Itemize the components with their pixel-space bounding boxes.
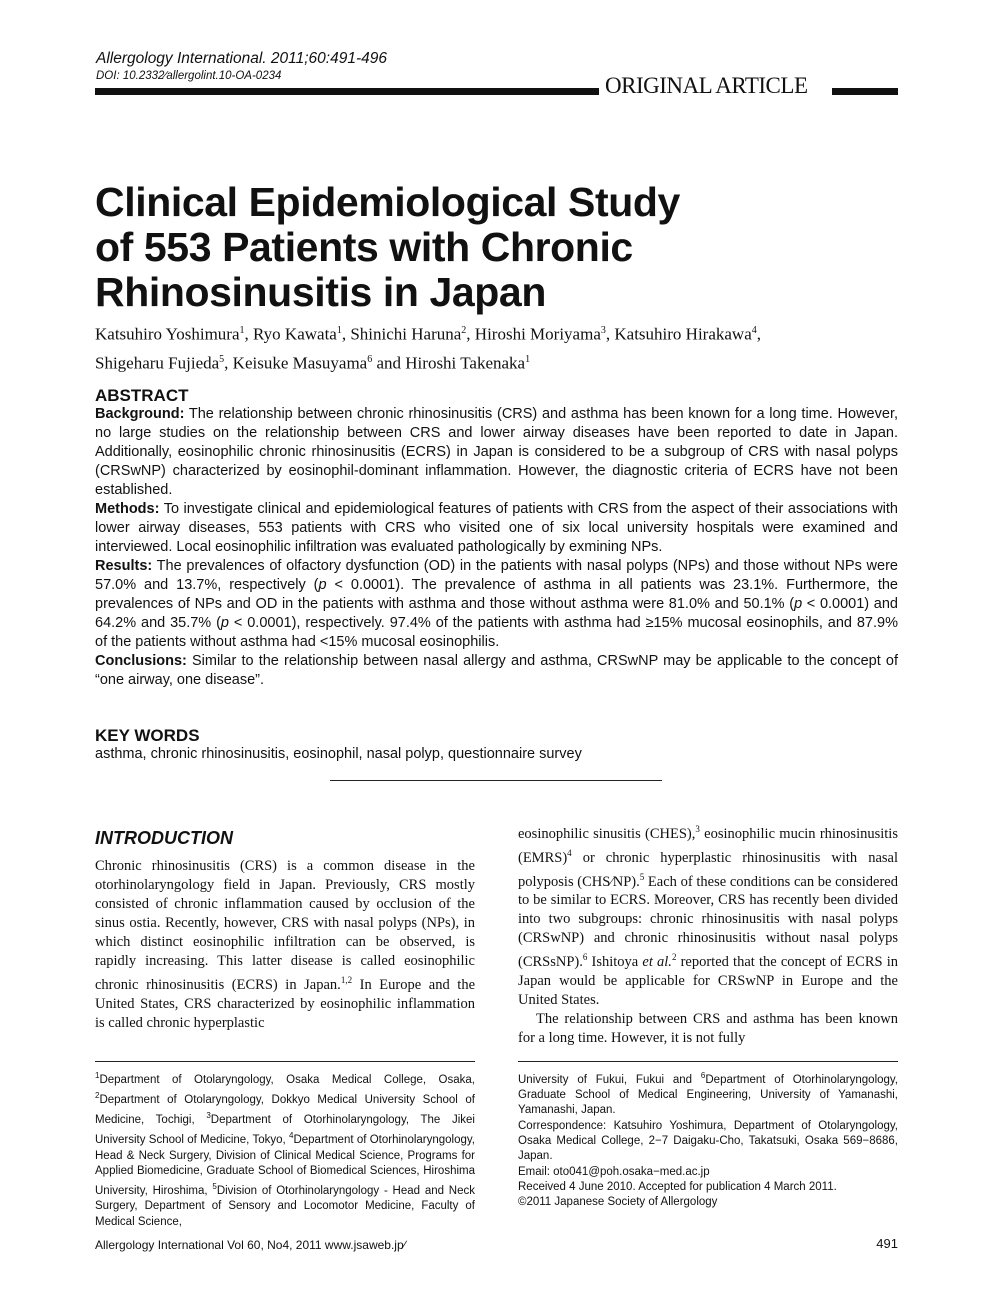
intro-text: Each of these conditions can be considered to be similar to ECRS. Moreover, CRS has recently been divided into two subgroups: chronic rhinosinusitis with nasal polyps (CRSwNP) and chronic rhinosinusitis without nasal polyps (CRSsNP). <box>518 873 898 971</box>
article-type: ORIGINAL ARTICLE <box>605 73 808 98</box>
author-separator: , <box>341 324 351 344</box>
section-divider <box>330 780 662 781</box>
affiliation-mark: 6 <box>367 353 373 365</box>
affiliation-text <box>95 1068 475 1230</box>
author-separator: , <box>224 353 233 373</box>
abstract-results <box>95 557 898 652</box>
affiliation: Department of Otorhinolaryngology, Head & Neck Surgery, Division of Clinical Medical Science, Programs for Applied Biomedicine, Graduate School of Biomedical Sciences, Hiroshima University, Hiroshima, <box>95 1134 475 1197</box>
results-label: Results: <box>95 558 153 574</box>
affiliation-mark: 1 <box>239 325 245 336</box>
affiliation-mark: 4 <box>289 1131 294 1141</box>
intro-text: In Europe and the United States, CRS characterized by eosinophilic inflammation is called chronic hyperplastic <box>95 976 475 1031</box>
keywords-list: asthma, chronic rhinosinusitis, eosinophil, nasal polyp, questionnaire survey <box>95 746 582 762</box>
p-symbol: p <box>794 596 803 612</box>
abstract-methods <box>95 500 898 557</box>
author-name: Hiroshi Takenaka <box>405 353 526 373</box>
affiliation-mark: 5 <box>219 353 225 365</box>
reference-mark: 1,2 <box>340 975 353 985</box>
affiliation-mark: 1 <box>95 1071 100 1080</box>
affiliation-mark: 1 <box>525 353 531 365</box>
intro-text: reported that the concept of ECRS in Japan would be applicable for CRSwNP in Europe and the United States. <box>518 954 898 1009</box>
affiliation-mark: 3 <box>206 1111 211 1121</box>
intro-text: or chronic hyperplastic rhinosinusitis with nasal polyposis (CHS∕NP). <box>518 849 898 890</box>
author-name: Katsuhiro Hirakawa <box>614 324 752 344</box>
affiliation-mark: 5 <box>212 1182 217 1192</box>
author-separator: , <box>756 324 761 344</box>
affiliation: Division of Otorhinolaryngology - Head and Neck Surgery, Department of Sensory and Locomotor Medicine, Faculty of Medical Science, <box>95 1184 476 1228</box>
footnote-rule-left <box>95 1061 475 1062</box>
affiliation: Department of Otolaryngology, Dokkyo Medical University School of Medicine, Tochigi, <box>95 1093 475 1127</box>
footer-citation: Allergology International Vol 60, No4, 2011 www.jsaweb.jp∕ <box>95 1238 406 1252</box>
author-separator: and <box>372 353 406 373</box>
intro-paragraph <box>95 857 475 1033</box>
affiliation: Department of Otorhinolaryngology, Graduate School of Medical Engineering, University of Yamanashi, Yamanashi, Japan. <box>518 1073 899 1117</box>
affiliation-text <box>518 1068 898 1119</box>
affiliation-mark: 6 <box>700 1071 706 1080</box>
intro-column-left <box>95 857 475 1033</box>
page-number: 491 <box>876 1236 898 1251</box>
intro-text: Ishitoya <box>587 954 643 971</box>
copyright: ©2011 Japanese Society of Allergology <box>518 1196 718 1209</box>
introduction-heading: INTRODUCTION <box>95 828 233 848</box>
author-name: Shinichi Haruna <box>350 324 462 344</box>
affiliations-right <box>518 1068 898 1211</box>
affiliation-mark: 3 <box>600 325 606 336</box>
author-list <box>95 318 900 375</box>
conclusions-text: Similar to the relationship between nasal allergy and asthma, CRSwNP may be applicable to the concept of “one airway, one disease”. <box>95 653 898 688</box>
reference-mark: 2 <box>671 952 677 963</box>
abstract-background <box>95 405 898 500</box>
footnote-rule-right <box>518 1061 898 1062</box>
affiliations-left <box>95 1068 475 1230</box>
title-line: Clinical Epidemiological Study <box>95 179 680 225</box>
author-name: Katsuhiro Yoshimura <box>95 324 240 344</box>
intro-text: Chronic rhinosinusitis (CRS) is a common disease in the otorhinolaryngology field in Japan. Previously, CRS mostly consisted of chronic inflammation caused by occlusion of the sinus ostia. Recently, however, CRS with nasal polyps (NPs), in which distinct eosinophilic infiltration can be observed, is rapidly increasing. This latter disease is called eosinophilic chronic rhinosinusitis (ECRS) in Japan. <box>95 858 475 993</box>
et-al: et al. <box>642 954 672 971</box>
email: Email: oto041@poh.osaka−med.ac.jp <box>518 1165 710 1178</box>
results-text: < 0.0001). The prevalence of asthma in all patients was 23.1%. Furthermore, the prevalences of NPs and OD in the patients with asthma and those without asthma were 81.0% and 50.1% ( <box>95 577 898 612</box>
intro-text: eosinophilic sinusitis (CHES), <box>518 825 696 842</box>
reference-mark: 5 <box>639 871 645 882</box>
author-name: Keisuke Masuyama <box>232 353 368 373</box>
intro-paragraph: The relationship between CRS and asthma has been known for a long time. However, it is not fully <box>518 1011 898 1047</box>
methods-label: Methods: <box>95 501 160 517</box>
results-text: < 0.0001) and 64.2% and 35.7% ( <box>95 596 898 631</box>
intro-paragraph <box>518 820 898 1010</box>
reference-mark: 6 <box>582 952 588 963</box>
abstract-conclusions <box>95 652 898 690</box>
title-line: of 553 Patients with Chronic <box>95 224 633 270</box>
intro-text: eosinophilic mucin rhinosinusitis (EMRS) <box>518 825 898 866</box>
affiliation: Department of Otorhinolaryngology, The Jikei University School of Medicine, Tokyo, <box>95 1114 475 1147</box>
results-text: < 0.0001), respectively. 97.4% of the patients with asthma had ≥15% mucosal eosinophils, and 87.9% of the patients without asthma had <15% mucosal eosinophilis. <box>95 615 898 650</box>
article-title <box>95 180 815 315</box>
header-rule-right <box>832 88 898 95</box>
doi: DOI: 10.2332∕allergolint.10-OA-0234 <box>96 70 282 82</box>
author-separator: , <box>244 324 254 344</box>
author-separator: , <box>466 324 475 344</box>
received-date: Received 4 June 2010. Accepted for publication 4 March 2011. <box>518 1180 837 1193</box>
affiliation-mark: 1 <box>336 325 342 336</box>
intro-column-right <box>518 820 898 1048</box>
title-line: Rhinosinusitis in Japan <box>95 269 546 315</box>
affiliation-mark: 2 <box>95 1091 100 1101</box>
author-name: Ryo Kawata <box>253 324 337 344</box>
header-rule-left <box>95 88 599 95</box>
affiliation-mark: 2 <box>461 325 467 336</box>
affiliation-mark: 4 <box>751 325 757 336</box>
abstract-heading: ABSTRACT <box>95 386 189 405</box>
affiliation: University of Fukui, Fukui and <box>518 1073 701 1086</box>
author-name: Hiroshi Moriyama <box>474 324 601 344</box>
results-text: The prevalences of olfactory dysfunction (OD) in the patients with nasal polyps (NPs) and those without NPs were 57.0% and 13.7%, respectively ( <box>95 558 898 593</box>
author-separator: , <box>605 324 615 344</box>
methods-text: To investigate clinical and epidemiological features of patients with CRS from the aspect of their associations with lower airway diseases, 553 patients with CRS who visited one of six local university hospitals were examined and interviewed. Local eosinophilic infiltration was evaluated pathologically by exmining NPs. <box>95 501 898 555</box>
journal-citation: Allergology International. 2011;60:491-496 <box>96 50 387 67</box>
author-name: Shigeharu Fujieda <box>95 353 220 373</box>
affiliation: Department of Otolaryngology, Osaka Medical College, Osaka, <box>99 1073 475 1086</box>
p-symbol: p <box>318 577 327 593</box>
conclusions-label: Conclusions: <box>95 653 187 669</box>
background-text: The relationship between chronic rhinosinusitis (CRS) and asthma has been known for a long time. However, no large studies on the relationship between CRS and lower airway diseases have been reported to date in Japan. Additionally, eosinophilic chronic rhinosinusitis (ECRS) in Japan is considered to be a subgroup of CRS with nasal polyps (CRSwNP) characterized by eosinophil-dominant inflammation. However, the diagnostic criteria of ECRS have not been established. <box>95 406 898 498</box>
reference-mark: 3 <box>695 824 700 834</box>
abstract-body <box>95 405 898 690</box>
correspondence: Correspondence: Katsuhiro Yoshimura, Department of Otolaryngology, Osaka Medical College, 2−7 Daigaku-Cho, Takatsuki, Osaka 569−8686, Japan. <box>518 1119 898 1163</box>
reference-mark: 4 <box>567 847 572 858</box>
keywords-heading: KEY WORDS <box>95 726 200 745</box>
background-label: Background: <box>95 406 185 422</box>
p-symbol: p <box>220 615 229 631</box>
